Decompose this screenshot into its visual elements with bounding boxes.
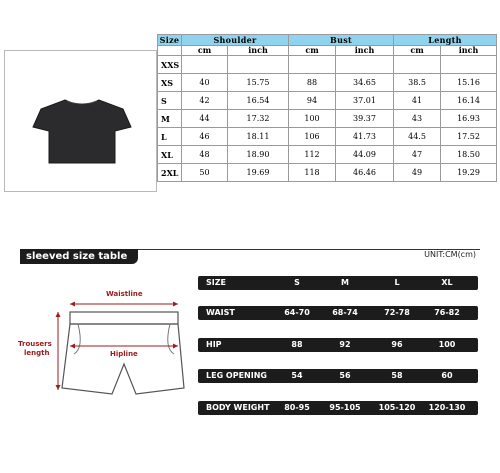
bust-header: Bust bbox=[289, 35, 394, 46]
value-cell bbox=[228, 56, 289, 74]
value-cell bbox=[182, 56, 228, 74]
shoulder-header: Shoulder bbox=[182, 35, 289, 46]
spec-name: BODY WEIGHT bbox=[206, 403, 270, 412]
waistline-label: Waistline bbox=[106, 290, 143, 298]
table-row bbox=[158, 74, 497, 92]
value-cell: 15.16 bbox=[441, 74, 497, 92]
value-cell: 46.46 bbox=[336, 164, 394, 182]
spec-name: LEG OPENING bbox=[206, 371, 267, 380]
value-cell bbox=[289, 56, 336, 74]
value-cell: 16.14 bbox=[441, 92, 497, 110]
value-cell: 19.69 bbox=[228, 164, 289, 182]
size-cell: 2XL bbox=[158, 164, 182, 182]
hipline-label: Hipline bbox=[110, 350, 138, 358]
value-cell: 50 bbox=[182, 164, 228, 182]
spec-row-hip bbox=[198, 338, 478, 352]
table-row bbox=[158, 92, 497, 110]
value-cell: 37.01 bbox=[336, 92, 394, 110]
spec-value: 92 bbox=[339, 340, 351, 349]
length-header: Length bbox=[394, 35, 497, 46]
value-cell: 42 bbox=[182, 92, 228, 110]
spec-value: M bbox=[341, 278, 349, 287]
value-cell: 44.5 bbox=[394, 128, 441, 146]
value-cell: 17.32 bbox=[228, 110, 289, 128]
spec-value: 56 bbox=[339, 371, 351, 380]
value-cell bbox=[336, 56, 394, 74]
spec-value: 54 bbox=[291, 371, 303, 380]
spec-name: SIZE bbox=[206, 278, 227, 287]
spec-value: 120-130 bbox=[428, 403, 466, 412]
value-cell: 49 bbox=[394, 164, 441, 182]
spec-value: XL bbox=[441, 278, 453, 287]
table-row bbox=[158, 164, 497, 182]
value-cell: 44 bbox=[182, 110, 228, 128]
table-row bbox=[158, 128, 497, 146]
table-row bbox=[158, 110, 497, 128]
crop-top-shirt-image bbox=[31, 97, 133, 167]
size-cell: XS bbox=[158, 74, 182, 92]
table-row bbox=[158, 146, 497, 164]
value-cell: 47 bbox=[394, 146, 441, 164]
value-cell: 34.65 bbox=[336, 74, 394, 92]
spec-row-waist bbox=[198, 306, 478, 320]
value-cell: 118 bbox=[289, 164, 336, 182]
table-row bbox=[158, 56, 497, 74]
value-cell: 40 bbox=[182, 74, 228, 92]
spec-value: 68-74 bbox=[332, 308, 358, 317]
value-cell: 41 bbox=[394, 92, 441, 110]
banner-title: sleeved size table bbox=[20, 249, 138, 264]
unit-cell: cm bbox=[394, 46, 441, 56]
value-cell: 18.11 bbox=[228, 128, 289, 146]
unit-cell: cm bbox=[289, 46, 336, 56]
unit-cell: inch bbox=[441, 46, 497, 56]
spec-value: 96 bbox=[391, 340, 403, 349]
unit-cell: inch bbox=[336, 46, 394, 56]
spec-value: 80-95 bbox=[284, 403, 310, 412]
value-cell: 88 bbox=[289, 74, 336, 92]
value-cell: 100 bbox=[289, 110, 336, 128]
value-cell: 16.54 bbox=[228, 92, 289, 110]
table-header-row bbox=[158, 35, 497, 46]
value-cell: 41.73 bbox=[336, 128, 394, 146]
spec-row-leg-opening bbox=[198, 369, 478, 383]
value-cell: 46 bbox=[182, 128, 228, 146]
shirt-size-table bbox=[157, 34, 497, 182]
value-cell: 112 bbox=[289, 146, 336, 164]
unit-header-row bbox=[158, 46, 497, 56]
unit-label: UNIT:CM(cm) bbox=[424, 250, 476, 259]
value-cell: 43 bbox=[394, 110, 441, 128]
value-cell: 44.09 bbox=[336, 146, 394, 164]
length-label: length bbox=[24, 349, 50, 357]
spec-value: 64-70 bbox=[284, 308, 310, 317]
value-cell: 94 bbox=[289, 92, 336, 110]
size-cell: L bbox=[158, 128, 182, 146]
value-cell: 19.29 bbox=[441, 164, 497, 182]
spec-value: L bbox=[394, 278, 400, 287]
spec-value: 105-120 bbox=[378, 403, 416, 412]
value-cell: 48 bbox=[182, 146, 228, 164]
value-cell: 18.50 bbox=[441, 146, 497, 164]
value-cell: 18.90 bbox=[228, 146, 289, 164]
value-cell: 15.75 bbox=[228, 74, 289, 92]
unit-cell: inch bbox=[228, 46, 289, 56]
value-cell: 39.37 bbox=[336, 110, 394, 128]
spec-name: WAIST bbox=[206, 308, 235, 317]
value-cell bbox=[394, 56, 441, 74]
spec-row-body-weight bbox=[198, 401, 478, 415]
spec-value: 60 bbox=[441, 371, 453, 380]
spec-name: HIP bbox=[206, 340, 222, 349]
size-header: Size bbox=[158, 35, 182, 46]
size-cell: XL bbox=[158, 146, 182, 164]
section-banner bbox=[20, 249, 480, 264]
size-cell: XXS bbox=[158, 56, 182, 74]
spec-value: 88 bbox=[291, 340, 303, 349]
spec-value: 72-78 bbox=[384, 308, 410, 317]
value-cell: 17.52 bbox=[441, 128, 497, 146]
size-cell: M bbox=[158, 110, 182, 128]
shirt-size-section bbox=[4, 34, 496, 192]
value-cell bbox=[441, 56, 497, 74]
spec-value: 100 bbox=[438, 340, 456, 349]
spec-value: S bbox=[294, 278, 300, 287]
trousers-label: Trousers bbox=[18, 340, 52, 348]
value-cell: 38.5 bbox=[394, 74, 441, 92]
value-cell: 16.93 bbox=[441, 110, 497, 128]
size-cell: S bbox=[158, 92, 182, 110]
spec-row-size bbox=[198, 276, 478, 290]
unit-cell: cm bbox=[182, 46, 228, 56]
shorts-diagram bbox=[18, 282, 188, 412]
value-cell: 106 bbox=[289, 128, 336, 146]
spec-value: 95-105 bbox=[329, 403, 361, 412]
spec-value: 58 bbox=[391, 371, 403, 380]
spec-value: 76-82 bbox=[434, 308, 460, 317]
shirt-image-cell bbox=[4, 50, 157, 192]
